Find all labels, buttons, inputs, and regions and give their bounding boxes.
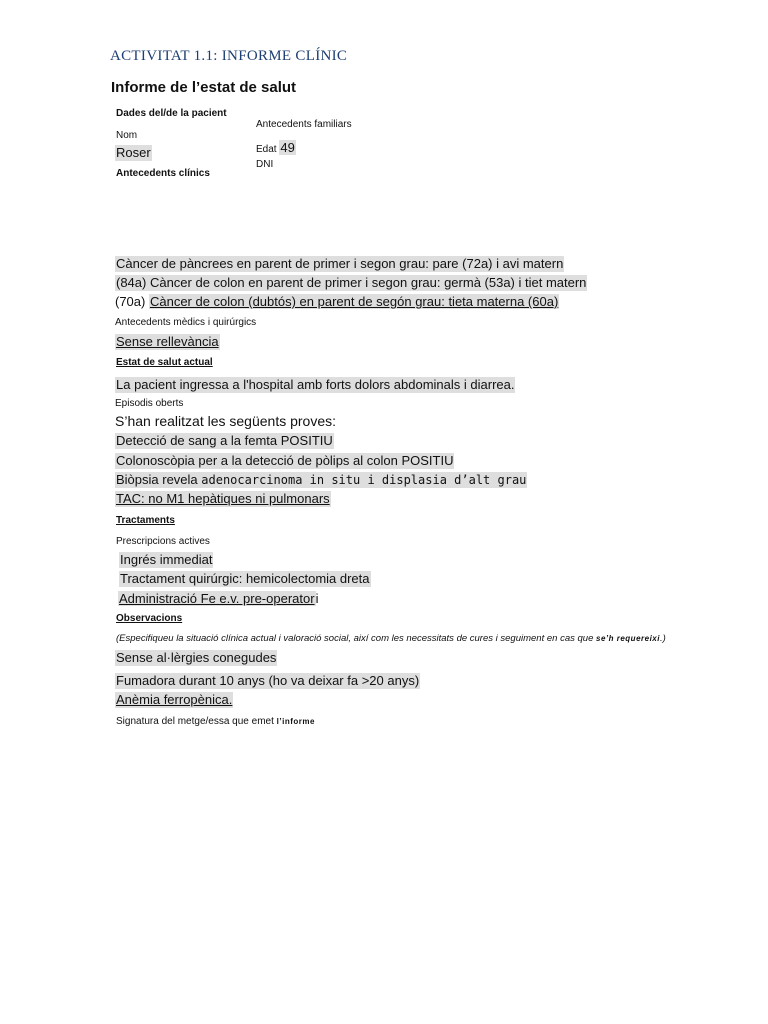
name-value: Roser — [116, 145, 151, 160]
family-history-line-2: (84a) Càncer de colon en parent de primer i segon grau: germà (53a) i tiet matern — [116, 275, 587, 290]
age-label: Edat — [256, 144, 277, 155]
family-history-line-1: Càncer de pàncrees en parent de primer i segon grau: pare (72a) i avi matern — [116, 256, 564, 271]
age-value: 49 — [280, 140, 295, 155]
name-label: Nom — [116, 130, 138, 141]
patient-section-label: Dades del/de la pacient — [116, 108, 227, 119]
test-4: TAC: no M1 hepàtiques ni pulmonars — [116, 491, 330, 506]
observations-label: Observacions — [116, 613, 183, 624]
treatment-item-3: Administració Fe e.v. pre-operatori — [119, 591, 319, 606]
treatment-item-1: Ingrés immediat — [120, 552, 213, 567]
treatments-label: Tractaments — [116, 515, 175, 526]
observation-2: Fumadora durant 10 anys (ho va deixar fa >20 anys) — [116, 673, 420, 688]
clinical-history-label: Antecedents clínics — [116, 168, 210, 179]
age-field — [256, 140, 296, 156]
test-2: Colonoscòpia per a la detecció de pòlips al colon POSITIU — [116, 453, 454, 468]
signature-label: Signatura del metge/essa que emet l’informe — [116, 716, 315, 727]
report-title: Informe de l’estat de salut — [111, 79, 297, 96]
family-history-line-3: (70a) Càncer de colon (dubtós) en parent de segón grau: tieta materna (60a) — [115, 294, 559, 309]
observations-instructions: (Especifiqueu la situació clínica actual i valoració social, així com les necessitats de cures i seguiment en cas que se’h requereixi.) — [116, 633, 666, 644]
test-3: Biòpsia revela adenocarcinoma in situ i displasia d’alt grau — [116, 472, 527, 487]
medical-history-label: Antecedents mèdics i quirúrgics — [115, 317, 257, 328]
activity-title: ACTIVITAT 1.1: INFORME CLÍNIC — [110, 48, 348, 64]
observation-3: Anèmia ferropènica. — [116, 692, 233, 707]
observation-1: Sense al·lèrgies conegudes — [116, 650, 277, 665]
treatment-item-2: Tractament quirúrgic: hemicolectomia dreta — [120, 571, 370, 586]
current-status-value: La pacient ingressa a l'hospital amb forts dolors abdominals i diarrea. — [116, 377, 515, 392]
tests-intro: S’han realitzat les següents proves: — [115, 413, 337, 429]
current-status-label: Estat de salut actual — [116, 357, 213, 368]
medical-history-value: Sense rellevància — [116, 334, 219, 349]
dni-label: DNI — [256, 159, 274, 170]
family-history-label: Antecedents familiars — [256, 119, 352, 130]
open-episodes-label: Episodis oberts — [115, 398, 184, 409]
active-prescriptions-label: Prescripcions actives — [116, 536, 210, 547]
test-1: Detecció de sang a la femta POSITIU — [116, 433, 333, 448]
